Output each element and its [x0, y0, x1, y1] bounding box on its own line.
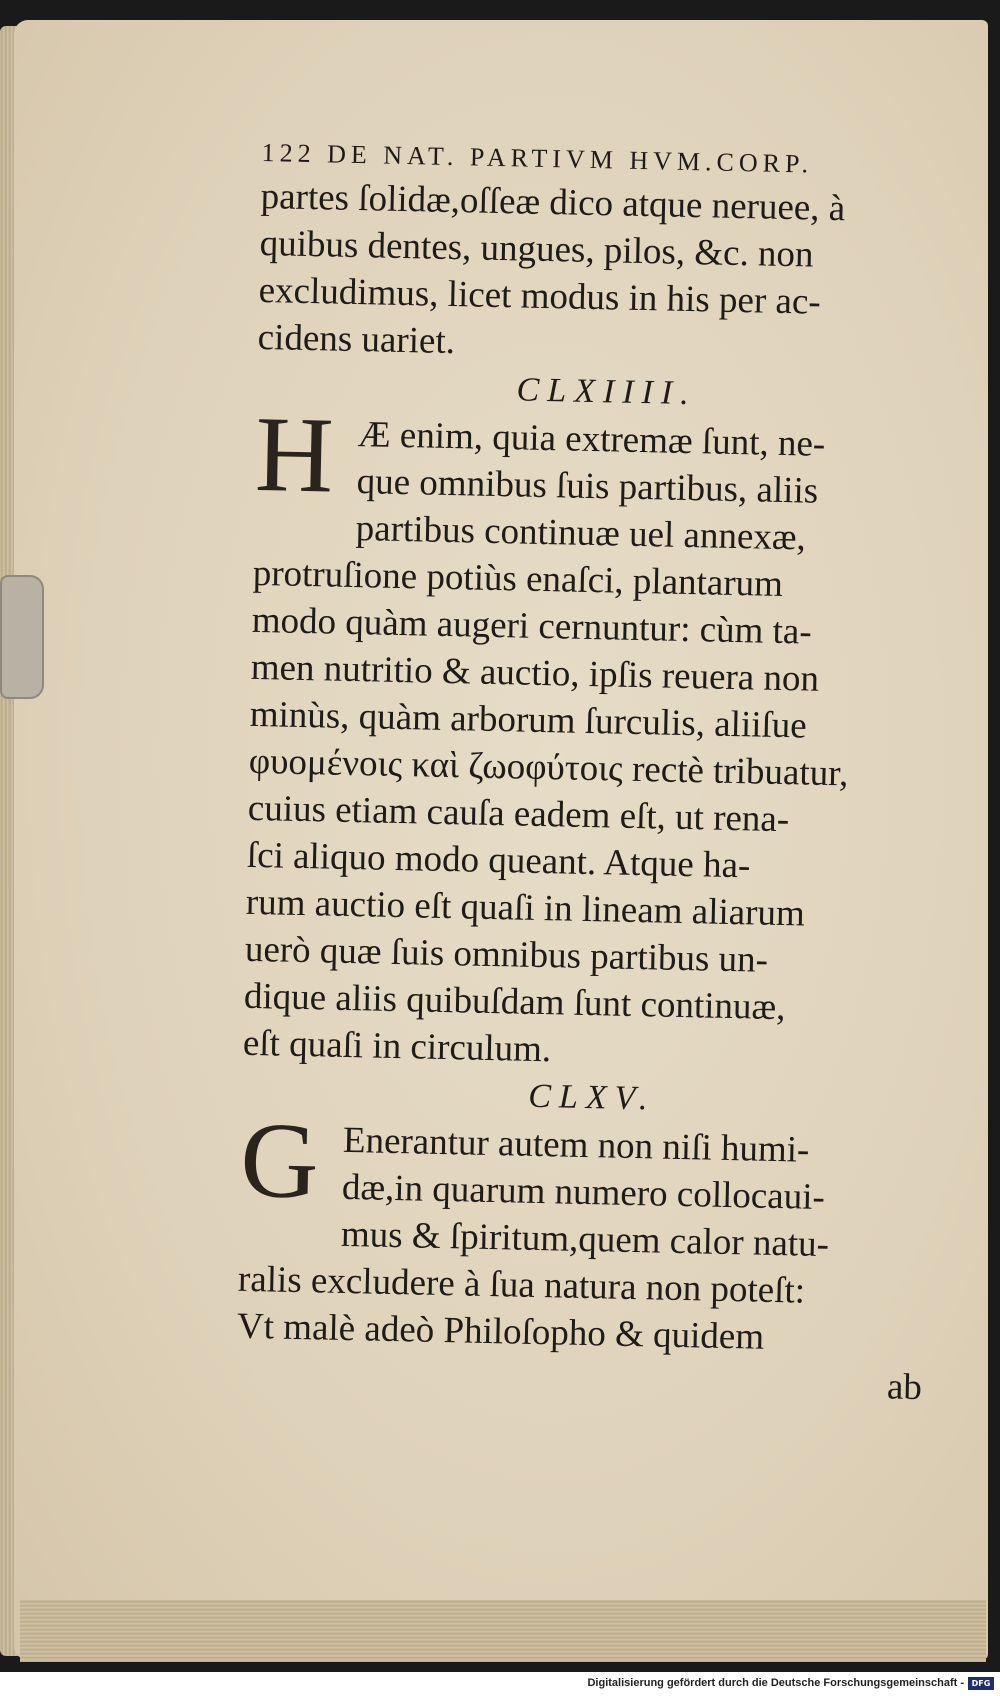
- drop-capital: G: [239, 1100, 320, 1222]
- text-line: rum auctio eſt quaſi in lineam aliarum: [245, 881, 806, 935]
- dfg-logo-icon: DFG: [968, 1677, 994, 1690]
- text-line-content: Æ enim, quia extremæ ſunt, ne-: [357, 414, 826, 465]
- clasp-tab: [0, 575, 44, 699]
- text-line: ſci aliquo modo queant. Atque ha-: [246, 834, 751, 887]
- book-bottom-edge: [20, 1600, 986, 1662]
- text-line: men nutritio & auctio, ipſis reuera non: [250, 646, 820, 700]
- running-head: 122 DE NAT. PARTIVM HVM.CORP.: [261, 137, 814, 179]
- text-line: quibus dentes, ungues, pilos, &c. non: [259, 222, 814, 276]
- text-line: partes ſolidæ,oſſeæ dico atque neruee, à: [260, 175, 846, 230]
- paragraph-2: [242, 394, 956, 1082]
- section-heading-clxv: CLXV.: [527, 1077, 656, 1118]
- digitization-footer: [0, 1672, 1000, 1696]
- text-line: modo quàm augeri cernuntur: cùm ta-: [251, 599, 813, 653]
- text-line: dique aliis quibuſdam ſunt continuæ,: [243, 975, 786, 1029]
- text-line: partibus continuæ uel annexæ,: [355, 508, 807, 559]
- section-heading-clxiiii: CLXIIII.: [516, 371, 698, 413]
- text-line: protruſione potiùs enaſci, plantarum: [252, 552, 784, 606]
- text-line-content: Enerantur autem non niſi humi-: [342, 1119, 810, 1171]
- drop-capital: H: [254, 394, 335, 516]
- text-line-greek: φυομένοις καὶ ζωοφύτοις rectè tribuatur,: [248, 740, 849, 795]
- catchword: ab: [886, 1366, 923, 1409]
- text-line: uerò quæ ſuis omnibus partibus un-: [244, 928, 769, 981]
- text-line: cidens uariet.: [257, 316, 456, 363]
- text-line: mus & ſpiritum,quem calor natu-: [340, 1213, 830, 1266]
- text-line: que omnibus ſuis partibus, aliis: [356, 461, 819, 512]
- text-line: dæ,in quarum numero collocaui-: [341, 1166, 826, 1219]
- text-line: minùs, quàm arborum ſurculis, aliiſue: [249, 693, 808, 747]
- text-line: cuius etiam cauſa eadem eſt, ut rena-: [247, 787, 790, 841]
- text-line: ralis excludere à ſua natura non poteſt:: [237, 1258, 806, 1312]
- paragraph-3: [236, 1100, 942, 1412]
- text-line: Vt malè adeò Philoſopho & quidem: [236, 1305, 765, 1358]
- page-text: [236, 135, 962, 1411]
- text-line: excludimus, licet modus in his per ac-: [258, 269, 822, 323]
- text-line: eſt quaſi in circulum.: [242, 1022, 552, 1071]
- paragraph-1: [257, 173, 961, 376]
- funding-credit: Digitalisierung gefördert durch die Deutsche Forschungsgemeinschaft -: [587, 1677, 964, 1689]
